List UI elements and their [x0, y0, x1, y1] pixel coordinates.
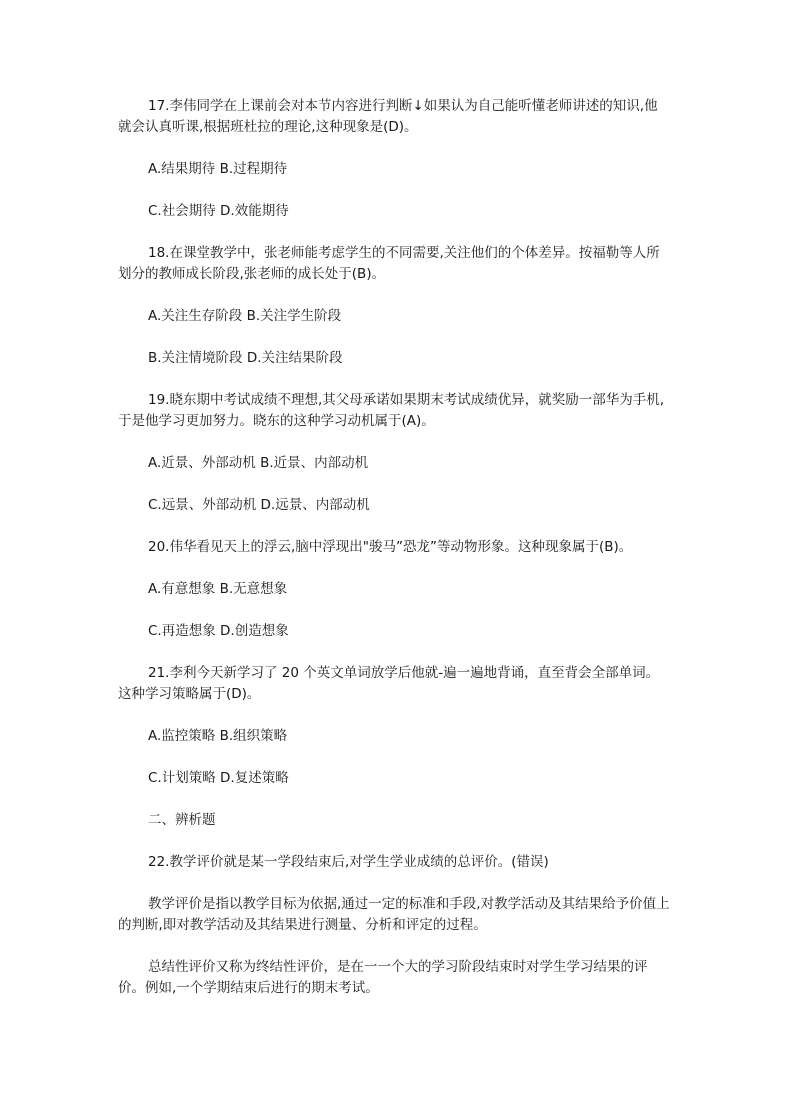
question-19-stem: 19.晓东期中考试成绩不理想,其父母承诺如果期末考试成绩优异，就奖励一部华为手机,于是他学习更加努力。晓东的这种学习动机属于(A)。: [118, 392, 665, 429]
question-18-options-1: A.关注生存阶段 B.关注学生阶段: [148, 308, 342, 324]
explanation-paragraph-1: 教学评价是指以教学目标为依据,通过一定的标准和手段,对教学活动及其结果给予价值上的判断,即对教学活动及其结果进行测量、分析和评定的过程。: [118, 896, 670, 933]
question-17-options-2: C.社会期待 D.效能期待: [148, 203, 289, 219]
question-21-options-2: C.计划策略 D.复述策略: [148, 770, 289, 786]
question-18-options-2: B.关注情境阶段 D.关注结果阶段: [148, 350, 343, 366]
document-page: [118, 96, 670, 1020]
question-19-options-1: A.近景、外部动机 B.近景、内部动机: [148, 455, 369, 471]
question-22-stem: 22.教学评价就是某一学段结束后,对学生学业成绩的总评价。(错误): [148, 854, 549, 870]
question-19-options-2: C.远景、外部动机 D.远景、内部动机: [148, 497, 370, 513]
question-20-options-2: C.再造想象 D.创造想象: [148, 623, 289, 639]
section-title: 二、辨析题: [148, 812, 216, 828]
question-20-stem: 20.伟华看见天上的浮云,脑中浮现出"骏马”恐龙”等动物形象。这种现象属于(B)。: [148, 539, 633, 555]
question-20-options-1: A.有意想象 B.无意想象: [148, 581, 288, 597]
question-21-options-1: A.监控策略 B.组织策略: [148, 728, 288, 744]
question-17-options-1: A.结果期待 B.过程期待: [148, 161, 288, 177]
question-17-stem: 17.李伟同学在上课前会对本节内容进行判断↓如果认为自己能听懂老师讲述的知识,他就会认真听课,根据班杜拉的理论,这种现象是(D)。: [118, 98, 658, 135]
question-21-stem: 21.李利今天新学习了 20 个英文单词放学后他就-遍一遍地背诵，直至背会全部单词。这种学习策略属于(D)。: [118, 665, 660, 702]
explanation-paragraph-2: 总结性评价又称为终结性评价，是在一一个大的学习阶段结束时对学生学习结果的评价。例如,一个学期结束后进行的期末考试。: [118, 959, 648, 996]
question-18-stem: 18.在课堂教学中，张老师能考虑学生的不同需要,关注他们的个体差异。按福勒等人所划分的教师成长阶段,张老师的成长处于(B)。: [118, 245, 660, 282]
